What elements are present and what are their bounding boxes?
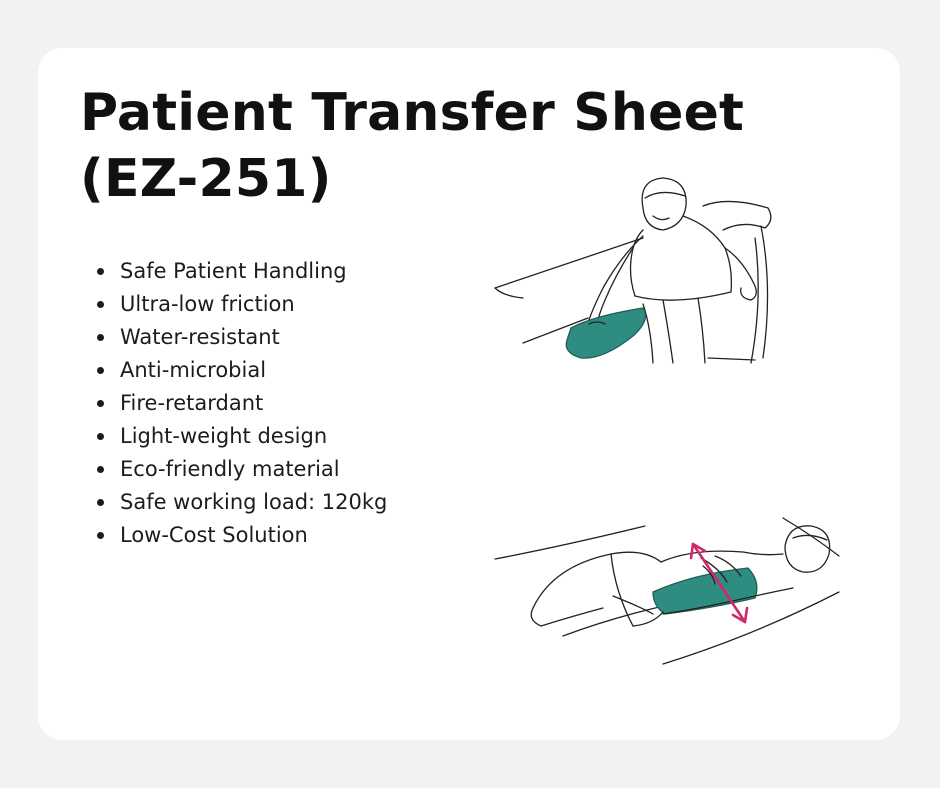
seated-transfer-illustration <box>493 168 793 368</box>
product-card <box>38 48 900 740</box>
list-item <box>94 519 387 552</box>
list-item <box>94 453 387 486</box>
feature-list <box>94 255 387 552</box>
list-item <box>94 354 387 387</box>
bullet-icon <box>97 433 104 440</box>
bullet-icon <box>97 268 104 275</box>
list-item <box>94 387 387 420</box>
bullet-icon <box>97 466 104 473</box>
feature-text: Safe Patient Handling <box>120 259 347 283</box>
feature-text: Safe working load: 120kg <box>120 490 388 514</box>
feature-text: Light-weight design <box>120 424 328 448</box>
list-item <box>94 321 387 354</box>
feature-text: Ultra-low friction <box>120 292 295 316</box>
bullet-icon <box>97 499 104 506</box>
feature-text: Low-Cost Solution <box>120 523 308 547</box>
list-item <box>94 255 387 288</box>
title-line-model-code: (EZ-251) <box>80 149 332 209</box>
bullet-icon <box>97 334 104 341</box>
list-item <box>94 288 387 321</box>
bullet-icon <box>97 400 104 407</box>
title-line-product-name: Patient Transfer Sheet <box>80 83 745 143</box>
list-item <box>94 486 387 519</box>
feature-text: Eco-friendly material <box>120 457 340 481</box>
lying-repositioning-illustration <box>493 496 853 676</box>
feature-text: Anti-microbial <box>120 358 267 382</box>
feature-text: Fire-retardant <box>120 391 264 415</box>
bullet-icon <box>97 367 104 374</box>
feature-text: Water-resistant <box>120 325 280 349</box>
list-item <box>94 420 387 453</box>
bullet-icon <box>97 301 104 308</box>
bullet-icon <box>97 532 104 539</box>
